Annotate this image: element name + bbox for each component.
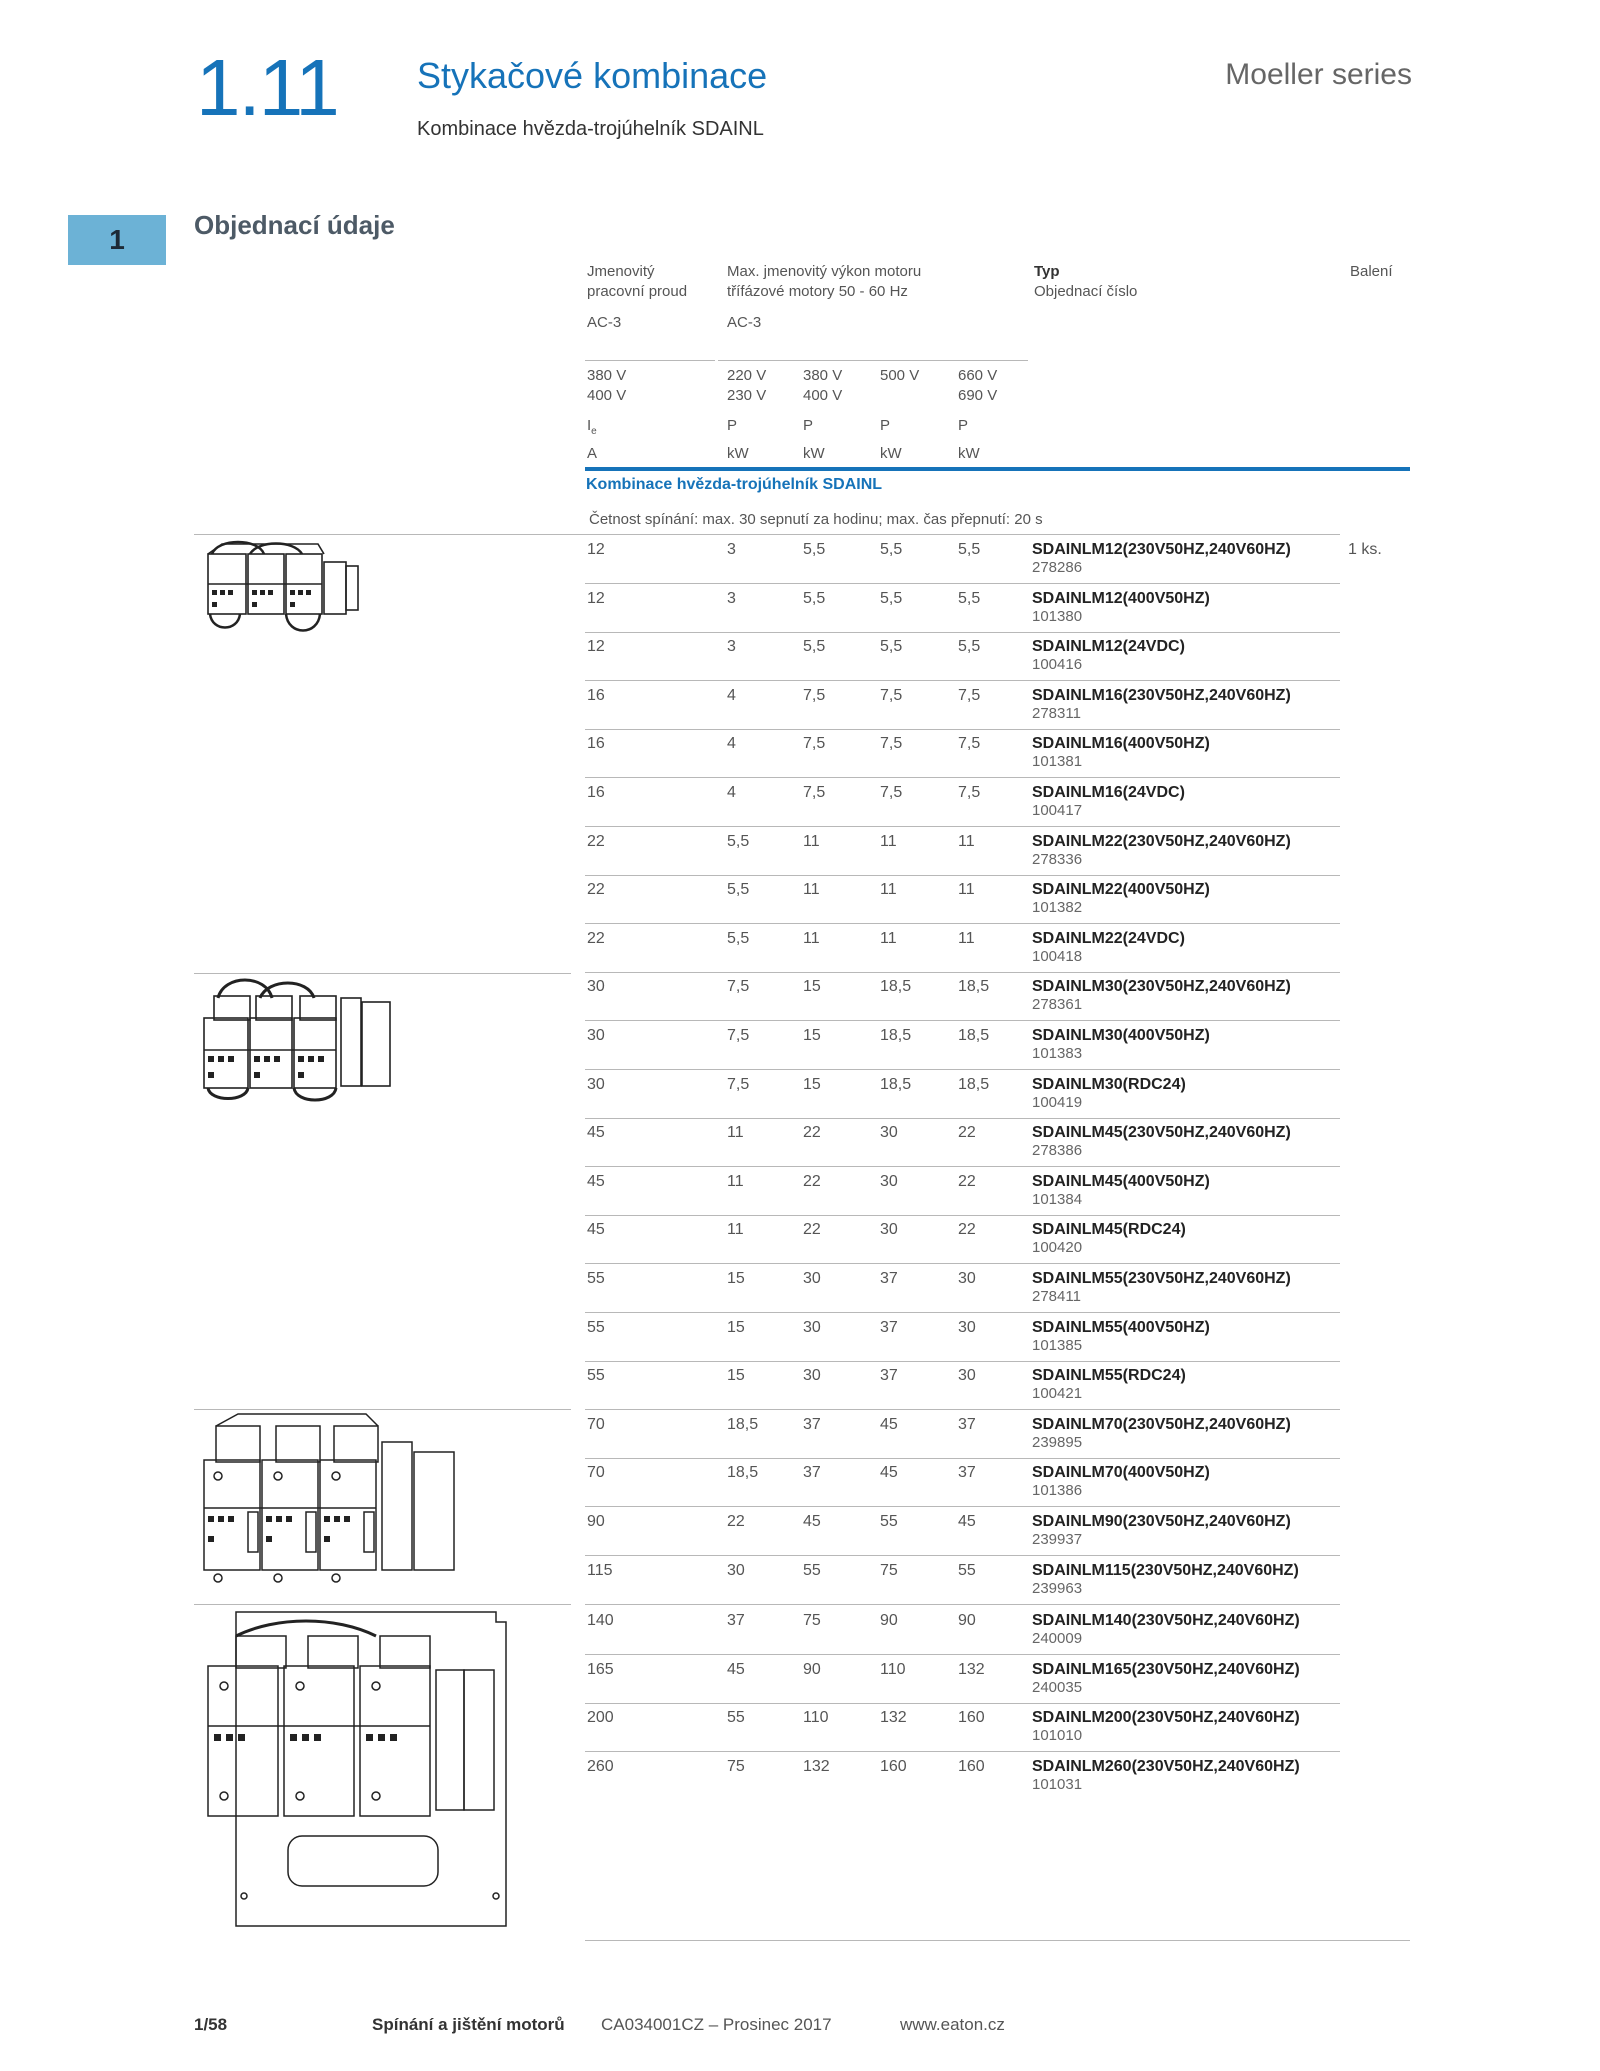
cell-p220: 15	[727, 1318, 745, 1336]
cell-p660: 11	[958, 929, 975, 947]
cell-p500: 45	[880, 1415, 898, 1433]
cell-ie: 200	[587, 1709, 614, 1727]
cell-p500: 18,5	[880, 978, 912, 996]
cell-p220: 4	[727, 784, 736, 801]
cell-p500: 11	[880, 929, 897, 947]
cell-p380: 7,5	[803, 784, 826, 801]
table-row	[0, 779, 1600, 827]
cell-type: SDAINLM12(400V50HZ)	[1032, 589, 1210, 607]
header-symbol-p: P	[803, 417, 814, 434]
cell-p500: 75	[880, 1561, 898, 1579]
cell-ie: 260	[587, 1758, 614, 1775]
cell-p500: 18,5	[880, 1075, 912, 1093]
cell-p500: 11	[880, 881, 897, 899]
cell-ie: 16	[587, 735, 605, 753]
cell-p380: 45	[803, 1513, 821, 1530]
table-row	[0, 1119, 1600, 1167]
cell-p660: 45	[958, 1513, 976, 1530]
cell-p660: 37	[958, 1464, 976, 1482]
cell-p500: 55	[880, 1513, 898, 1530]
cell-p500: 5,5	[880, 589, 903, 607]
cell-p220: 7,5	[727, 1075, 750, 1093]
cell-ie: 115	[587, 1561, 613, 1579]
cell-ie: 70	[587, 1415, 605, 1433]
cell-p500: 7,5	[880, 784, 903, 801]
header-order-number: Objednací číslo	[1034, 283, 1138, 300]
cell-p220: 3	[727, 638, 736, 656]
cell-p380: 15	[803, 1075, 821, 1093]
cell-p220: 15	[727, 1367, 745, 1385]
table-row	[0, 730, 1600, 778]
table-row	[0, 1314, 1600, 1362]
cell-p380: 11	[803, 832, 820, 850]
cell-p220: 55	[727, 1709, 745, 1727]
cell-packaging: 1 ks.	[1348, 541, 1382, 558]
cell-ie: 55	[587, 1318, 605, 1336]
cell-p220: 7,5	[727, 1027, 750, 1044]
cell-order-number: 101010	[1032, 1727, 1083, 1745]
cell-type: SDAINLM70(400V50HZ)	[1032, 1464, 1210, 1482]
header-ac3-current: AC-3	[587, 314, 622, 331]
cell-order-number: 278336	[1032, 850, 1083, 868]
cell-order-number: 100416	[1032, 656, 1083, 674]
cell-type: SDAINLM70(230V50HZ,240V60HZ)	[1032, 1415, 1291, 1433]
cell-p380: 15	[803, 978, 821, 996]
cell-p380: 5,5	[803, 638, 826, 656]
cell-order-number: 101031	[1032, 1776, 1083, 1793]
cell-ie: 30	[587, 978, 605, 996]
cell-type: SDAINLM12(24VDC)	[1032, 638, 1185, 656]
cell-p380: 30	[803, 1367, 821, 1385]
cell-ie: 55	[587, 1270, 605, 1287]
cell-p380: 5,5	[803, 541, 826, 558]
cell-order-number: 100421	[1032, 1385, 1083, 1403]
cell-type: SDAINLM45(230V50HZ,240V60HZ)	[1032, 1124, 1291, 1142]
cell-type: SDAINLM22(230V50HZ,240V60HZ)	[1032, 832, 1291, 850]
cell-order-number: 278286	[1032, 559, 1083, 576]
footer-catalog: CA034001CZ – Prosinec 2017	[601, 2015, 832, 2034]
cell-p220: 18,5	[727, 1415, 759, 1433]
cell-order-number: 100419	[1032, 1093, 1083, 1111]
cell-order-number: 101382	[1032, 899, 1083, 917]
header-symbol-p: P	[880, 417, 891, 434]
cell-p380: 22	[803, 1172, 821, 1190]
footer-chapter: Spínání a jištění motorů	[372, 2015, 565, 2034]
group-title: Kombinace hvězda-trojúhelník SDAINL	[586, 476, 883, 493]
table-row	[0, 925, 1600, 973]
cell-p660: 30	[958, 1318, 976, 1336]
cell-p500: 37	[880, 1367, 898, 1385]
cell-p220: 75	[727, 1758, 745, 1775]
cell-ie: 12	[587, 541, 605, 558]
cell-ie: 22	[587, 929, 605, 947]
cell-order-number: 239895	[1032, 1433, 1083, 1451]
header-unit-kw: kW	[880, 445, 902, 462]
cell-p380: 11	[803, 881, 820, 899]
image-divider	[194, 1409, 571, 1410]
cell-p500: 90	[880, 1612, 898, 1630]
cell-p660: 11	[958, 881, 975, 899]
group-divider	[194, 534, 1340, 535]
footer-website[interactable]: www.eaton.cz	[900, 2015, 1005, 2034]
cell-order-number: 101385	[1032, 1336, 1083, 1354]
cell-order-number: 278311	[1032, 704, 1081, 722]
cell-p500: 5,5	[880, 541, 903, 558]
cell-p660: 160	[958, 1709, 985, 1727]
cell-ie: 16	[587, 686, 605, 704]
cell-ie: 70	[587, 1464, 605, 1482]
cell-p220: 5,5	[727, 881, 750, 899]
cell-p660: 7,5	[958, 784, 981, 801]
cell-order-number: 239937	[1032, 1531, 1083, 1548]
cell-p380: 15	[803, 1027, 821, 1044]
section-number: 1.11	[196, 43, 338, 132]
cell-p660: 22	[958, 1172, 976, 1190]
header-voltage-660: 660 V 690 V	[958, 367, 998, 404]
cell-p380: 90	[803, 1660, 821, 1678]
header-unit-a: A	[587, 445, 598, 462]
header-unit-kw: kW	[803, 445, 825, 462]
cell-p220: 4	[727, 735, 736, 753]
cell-p220: 3	[727, 589, 736, 607]
cell-p380: 110	[803, 1709, 829, 1727]
header-symbol-p: P	[727, 417, 738, 434]
cell-p660: 18,5	[958, 1075, 990, 1093]
footer-page-number: 1/58	[194, 2015, 228, 2034]
cell-p380: 37	[803, 1464, 821, 1482]
cell-ie: 165	[587, 1660, 614, 1678]
cell-p380: 75	[803, 1612, 821, 1630]
cell-ie: 55	[587, 1367, 605, 1385]
cell-type: SDAINLM30(RDC24)	[1032, 1075, 1186, 1093]
cell-p660: 18,5	[958, 978, 990, 996]
cell-p220: 5,5	[727, 929, 750, 947]
cell-order-number: 101381	[1032, 753, 1083, 771]
series-label: Moeller series	[1225, 58, 1412, 91]
cell-p660: 22	[958, 1221, 976, 1239]
cell-ie: 12	[587, 638, 605, 656]
image-divider	[194, 973, 571, 974]
cell-p220: 11	[727, 1221, 744, 1239]
cell-order-number: 278386	[1032, 1142, 1083, 1160]
cell-type: SDAINLM140(230V50HZ,240V60HZ)	[1032, 1612, 1300, 1630]
header-unit-kw: kW	[727, 445, 749, 462]
cell-p500: 11	[880, 832, 897, 850]
cell-order-number: 278361	[1032, 996, 1083, 1014]
cell-ie: 45	[587, 1172, 605, 1190]
cell-type: SDAINLM115(230V50HZ,240V60HZ)	[1032, 1561, 1299, 1579]
cell-p660: 22	[958, 1124, 976, 1142]
cell-p380: 7,5	[803, 735, 826, 753]
section-heading: Objednací údaje	[194, 210, 395, 240]
cell-ie: 30	[587, 1075, 605, 1093]
cell-p660: 90	[958, 1612, 976, 1630]
cell-p660: 30	[958, 1270, 976, 1287]
product-image-panel	[196, 1606, 516, 1938]
cell-p500: 37	[880, 1318, 898, 1336]
cell-p220: 11	[727, 1172, 744, 1190]
cell-type: SDAINLM22(24VDC)	[1032, 929, 1185, 947]
cell-order-number: 101383	[1032, 1045, 1083, 1062]
cell-ie: 30	[587, 1027, 605, 1044]
table-row	[0, 682, 1600, 730]
cell-p660: 37	[958, 1415, 976, 1433]
cell-p380: 55	[803, 1561, 821, 1579]
header-rated-current: Jmenovitý pracovní proud	[587, 263, 688, 300]
cell-p500: 7,5	[880, 735, 903, 753]
cell-type: SDAINLM165(230V50HZ,240V60HZ)	[1032, 1660, 1300, 1678]
cell-order-number: 101386	[1032, 1482, 1083, 1500]
cell-ie: 12	[587, 589, 605, 607]
image-divider	[194, 1604, 571, 1605]
cell-p500: 30	[880, 1124, 898, 1142]
page-title: Stykačové kombinace	[417, 55, 768, 96]
cell-p220: 4	[727, 686, 736, 704]
cell-p220: 5,5	[727, 832, 750, 850]
header-symbol-p: P	[958, 417, 969, 434]
cell-p660: 160	[958, 1758, 985, 1775]
cell-p660: 5,5	[958, 638, 981, 656]
cell-p500: 110	[880, 1660, 906, 1678]
cell-p500: 7,5	[880, 686, 903, 704]
cell-order-number: 100420	[1032, 1239, 1083, 1257]
table-row	[0, 1362, 1600, 1410]
cell-p660: 30	[958, 1367, 976, 1385]
cell-ie: 90	[587, 1513, 605, 1530]
cell-type: SDAINLM55(RDC24)	[1032, 1367, 1186, 1385]
cell-order-number: 239963	[1032, 1579, 1083, 1597]
product-image-medium	[196, 978, 396, 1108]
cell-p380: 30	[803, 1318, 821, 1336]
table-row	[0, 828, 1600, 876]
cell-type: SDAINLM55(230V50HZ,240V60HZ)	[1032, 1270, 1291, 1287]
header-divider	[718, 360, 1028, 361]
cell-p660: 5,5	[958, 541, 981, 558]
cell-p220: 11	[727, 1124, 744, 1142]
cell-order-number: 100417	[1032, 802, 1083, 819]
cell-p220: 7,5	[727, 978, 750, 996]
page-subtitle: Kombinace hvězda-trojúhelník SDAINL	[417, 118, 764, 140]
cell-p660: 11	[958, 832, 975, 850]
cell-type: SDAINLM12(230V50HZ,240V60HZ)	[1032, 541, 1291, 558]
cell-type: SDAINLM30(400V50HZ)	[1032, 1027, 1210, 1044]
cell-type: SDAINLM16(230V50HZ,240V60HZ)	[1032, 686, 1291, 704]
cell-p380: 30	[803, 1270, 821, 1287]
group-note: Četnost spínání: max. 30 sepnutí za hodinu; max. čas přepnutí: 20 s	[589, 511, 1043, 528]
cell-order-number: 240035	[1032, 1678, 1083, 1696]
cell-p380: 37	[803, 1415, 821, 1433]
cell-p220: 3	[727, 541, 736, 558]
cell-p500: 37	[880, 1270, 898, 1287]
cell-p500: 30	[880, 1221, 898, 1239]
cell-order-number: 100418	[1032, 947, 1083, 965]
header-voltage-380: 380 V 400 V	[803, 367, 843, 404]
cell-p500: 160	[880, 1758, 907, 1775]
row-divider	[585, 1604, 1340, 1605]
cell-p220: 45	[727, 1660, 745, 1678]
cell-p220: 37	[727, 1612, 745, 1630]
cell-p660: 5,5	[958, 589, 981, 607]
cell-type: SDAINLM55(400V50HZ)	[1032, 1318, 1210, 1336]
header-max-power: Max. jmenovitý výkon motoru třífázové motory 50 - 60 Hz	[727, 263, 922, 300]
chapter-tab: 1	[68, 215, 166, 265]
product-image-large	[198, 1412, 460, 1592]
table-bottom-rule	[585, 1940, 1410, 1941]
header-ac3-power: AC-3	[727, 314, 762, 331]
header-packaging: Balení	[1350, 263, 1393, 280]
cell-ie: 140	[587, 1612, 614, 1630]
cell-p660: 132	[958, 1660, 985, 1678]
header-type: Typ	[1034, 263, 1060, 280]
cell-p500: 30	[880, 1172, 898, 1190]
header-voltage-220: 220 V 230 V	[727, 367, 767, 404]
cell-type: SDAINLM260(230V50HZ,240V60HZ)	[1032, 1758, 1300, 1775]
cell-p220: 22	[727, 1513, 745, 1530]
cell-order-number: 101380	[1032, 607, 1083, 625]
table-row	[0, 876, 1600, 924]
cell-p660: 18,5	[958, 1027, 990, 1044]
cell-order-number: 101384	[1032, 1190, 1083, 1208]
cell-ie: 45	[587, 1124, 605, 1142]
cell-p220: 18,5	[727, 1464, 759, 1482]
cell-p380: 132	[803, 1758, 830, 1775]
cell-type: SDAINLM16(24VDC)	[1032, 784, 1185, 801]
cell-ie: 16	[587, 784, 605, 801]
cell-p660: 7,5	[958, 686, 981, 704]
cell-p500: 18,5	[880, 1027, 912, 1044]
cell-order-number: 278411	[1032, 1288, 1081, 1305]
cell-type: SDAINLM16(400V50HZ)	[1032, 735, 1210, 753]
table-row	[0, 1216, 1600, 1264]
cell-order-number: 240009	[1032, 1630, 1083, 1648]
cell-p500: 132	[880, 1709, 907, 1727]
header-unit-kw: kW	[958, 445, 980, 462]
cell-p660: 55	[958, 1561, 976, 1579]
cell-p500: 5,5	[880, 638, 903, 656]
cell-type: SDAINLM90(230V50HZ,240V60HZ)	[1032, 1513, 1291, 1530]
cell-ie: 45	[587, 1221, 605, 1239]
table-row	[0, 1265, 1600, 1313]
cell-p220: 30	[727, 1561, 745, 1579]
table-row	[0, 1168, 1600, 1216]
header-divider	[585, 360, 715, 361]
cell-p660: 7,5	[958, 735, 981, 753]
cell-p380: 22	[803, 1124, 821, 1142]
cell-type: SDAINLM30(230V50HZ,240V60HZ)	[1032, 978, 1291, 996]
cell-ie: 22	[587, 881, 605, 899]
cell-p380: 22	[803, 1221, 821, 1239]
cell-type: SDAINLM45(400V50HZ)	[1032, 1172, 1210, 1190]
header-voltage-ie: 380 V 400 V	[587, 367, 627, 404]
cell-type: SDAINLM45(RDC24)	[1032, 1221, 1186, 1239]
cell-p220: 15	[727, 1270, 745, 1287]
cell-p380: 7,5	[803, 686, 826, 704]
cell-type: SDAINLM22(400V50HZ)	[1032, 881, 1210, 899]
table-blue-rule	[585, 467, 1410, 471]
header-symbol-ie: $I_e$	[587, 417, 597, 437]
cell-ie: 22	[587, 832, 605, 850]
cell-p500: 45	[880, 1464, 898, 1482]
cell-type: SDAINLM200(230V50HZ,240V60HZ)	[1032, 1709, 1300, 1727]
product-image-small	[198, 540, 363, 648]
cell-p380: 11	[803, 929, 820, 947]
header-voltage-500: 500 V	[880, 367, 920, 384]
cell-p380: 5,5	[803, 589, 826, 607]
